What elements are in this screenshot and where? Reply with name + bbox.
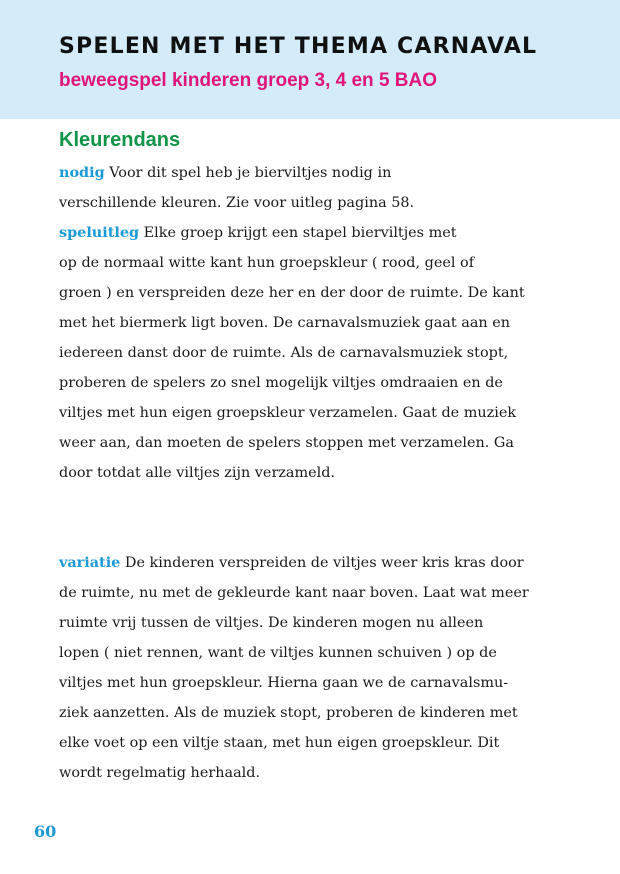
variatie-label: variatie: [59, 554, 121, 571]
paragraph-line: de ruimte, nu met de gekleurde kant naar boven. Laat wat meer: [59, 585, 529, 601]
paragraph-line: lopen ( niet rennen, want de viltjes kunnen schuiven ) op de: [59, 645, 497, 661]
paragraph-line: wordt regelmatig herhaald.: [59, 765, 261, 781]
nodig-label: nodig: [59, 164, 105, 181]
page-number: 60: [34, 822, 57, 841]
speluitleg-label: speluitleg: [59, 224, 140, 241]
page-title: SPELEN MET HET THEMA CARNAVAL: [59, 34, 538, 59]
paragraph-line: ziek aanzetten. Als de muziek stopt, proberen de kinderen met: [59, 705, 518, 721]
paragraph-line: groen ) en verspreiden deze her en der door de ruimte. De kant: [59, 285, 525, 301]
paragraph-line: ruimte vrij tussen de viltjes. De kinderen mogen nu alleen: [59, 615, 484, 631]
paragraph-line: [59, 548, 564, 578]
paragraph-line: viltjes met hun groepskleur. Hierna gaan we de carnavalsmu-: [59, 675, 509, 691]
paragraph-line: [59, 158, 564, 188]
paragraph-line: weer aan, dan moeten de spelers stoppen met verzamelen. Ga: [59, 435, 514, 451]
section-heading: Kleurendans: [59, 129, 181, 151]
paragraph-line: met het biermerk ligt boven. De carnavalsmuziek gaat aan en: [59, 315, 511, 331]
paragraph-line: proberen de spelers zo snel mogelijk viltjes omdraaien en de: [59, 375, 503, 391]
paragraph-line-text: De kinderen verspreiden de viltjes weer kris kras door: [120, 555, 524, 571]
paragraph-line-text: Elke groep krijgt een stapel bierviltjes met: [139, 225, 457, 241]
paragraph-line: door totdat alle viltjes zijn verzameld.: [59, 465, 336, 481]
paragraph-line: verschillende kleuren. Zie voor uitleg pagina 58.: [59, 195, 415, 211]
paragraph-line: viltjes met hun eigen groepskleur verzamelen. Gaat de muziek: [59, 405, 517, 421]
speluitleg-paragraph: [59, 218, 564, 488]
paragraph-line: [59, 218, 564, 248]
header-band: [0, 0, 620, 119]
paragraph-line-text: Voor dit spel heb je bierviltjes nodig in: [104, 165, 392, 181]
page-subtitle: beweegspel kinderen groep 3, 4 en 5 BAO: [59, 70, 438, 91]
paragraph-line: iedereen danst door de ruimte. Als de carnavalsmuziek stopt,: [59, 345, 509, 361]
nodig-paragraph: [59, 158, 564, 218]
paragraph-line: op de normaal witte kant hun groepskleur ( rood, geel of: [59, 255, 475, 271]
variatie-paragraph: [59, 548, 564, 788]
paragraph-line: elke voet op een viltje staan, met hun eigen groepskleur. Dit: [59, 735, 500, 751]
